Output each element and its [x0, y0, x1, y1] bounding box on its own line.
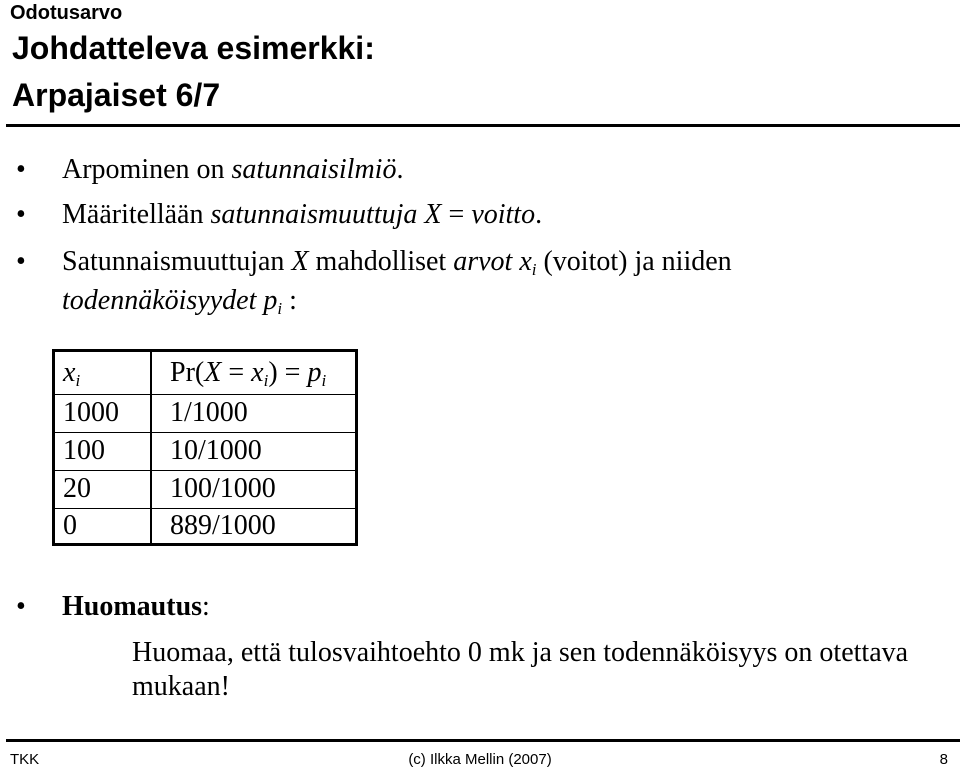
bullet-marker: • — [16, 246, 26, 277]
table-row — [55, 471, 355, 509]
bullet-3-e: : — [282, 285, 297, 316]
bullet-2-equals: = — [441, 199, 472, 230]
table-cell-p: 10/1000 — [170, 435, 262, 466]
table-header-prob — [170, 356, 326, 390]
table-header-x — [63, 356, 80, 390]
table-row — [55, 395, 355, 433]
note-label: Huomautus — [62, 591, 203, 622]
bullet-2-italic: satunnaismuuttuja — [210, 199, 418, 230]
header-pr-xi: x — [251, 357, 264, 388]
table-cell-x: 0 — [63, 510, 77, 541]
note-text: Huomaa, että tulosvaihtoehto 0 mk ja sen todennäköisyys on otettava mukaan! — [132, 637, 909, 702]
table-header-row — [55, 352, 355, 395]
bullet-1-end: . — [396, 154, 404, 185]
table-cell-x: 20 — [63, 473, 91, 504]
section-label: Odotusarvo — [10, 2, 123, 24]
header-pr: Pr( — [170, 357, 205, 388]
bullet-marker: • — [16, 591, 26, 622]
bullet-1-plain: Arpominen on — [62, 154, 232, 185]
table-cell-p: 1/1000 — [170, 397, 248, 428]
header-x-sub: i — [75, 371, 81, 390]
footer-copyright: (c) Ilkka Mellin (2007) — [408, 751, 552, 768]
table-row — [55, 509, 355, 543]
bullet-3-arvot: arvot — [453, 246, 513, 277]
note-colon: : — [202, 591, 210, 622]
header-x-var: x — [63, 357, 76, 388]
note-heading — [62, 589, 210, 625]
bullet-3-p-sub: i — [277, 299, 283, 318]
bullet-3-variable: X — [291, 246, 309, 277]
bullet-2-plain: Määritellään — [62, 199, 211, 230]
bullet-3-xi: x — [519, 246, 532, 277]
header-pr-p: p — [307, 357, 322, 388]
table-cell-p: 100/1000 — [170, 473, 276, 504]
bullet-3-line-1 — [62, 244, 732, 280]
bullet-marker: • — [16, 199, 26, 230]
table-cell-p: 889/1000 — [170, 510, 276, 541]
bullet-3-p: p — [263, 285, 278, 316]
bullet-3-b: mahdolliset — [308, 246, 454, 277]
slide-title-line-2: Arpajaiset 6/7 — [12, 77, 221, 113]
bullet-3-d: todennäköisyydet — [62, 285, 264, 316]
page-number: 8 — [939, 751, 948, 768]
header-pr-x: X — [204, 357, 222, 388]
header-pr-p-sub: i — [321, 371, 327, 390]
bullet-2-end: . — [535, 199, 543, 230]
header-pr-xi-sub: i — [263, 371, 269, 390]
title-divider — [6, 124, 960, 127]
header-pr-eq: = — [221, 357, 252, 388]
bullet-1-italic: satunnaisilmiö — [231, 154, 397, 185]
bullet-3-c: (voitot) ja niiden — [536, 246, 732, 277]
footer-divider — [6, 739, 960, 742]
table-cell-x: 100 — [63, 435, 105, 466]
bullet-2-text — [62, 197, 542, 233]
footer-institution: TKK — [10, 751, 40, 768]
bullet-3-line-2 — [62, 283, 297, 319]
bullet-1-text — [62, 152, 403, 188]
bullet-3-xi-sub: i — [531, 260, 537, 279]
slide-title-line-1: Johdatteleva esimerkki: — [12, 30, 375, 66]
bullet-2-voitto: voitto — [471, 199, 536, 230]
probability-table — [52, 349, 358, 546]
bullet-marker: • — [16, 154, 26, 185]
bullet-2-variable: X — [424, 199, 442, 230]
table-row — [55, 433, 355, 471]
header-pr-close: ) = — [268, 357, 308, 388]
bullet-3-a: Satunnaismuuttujan — [62, 246, 292, 277]
table-cell-x: 1000 — [63, 397, 119, 428]
